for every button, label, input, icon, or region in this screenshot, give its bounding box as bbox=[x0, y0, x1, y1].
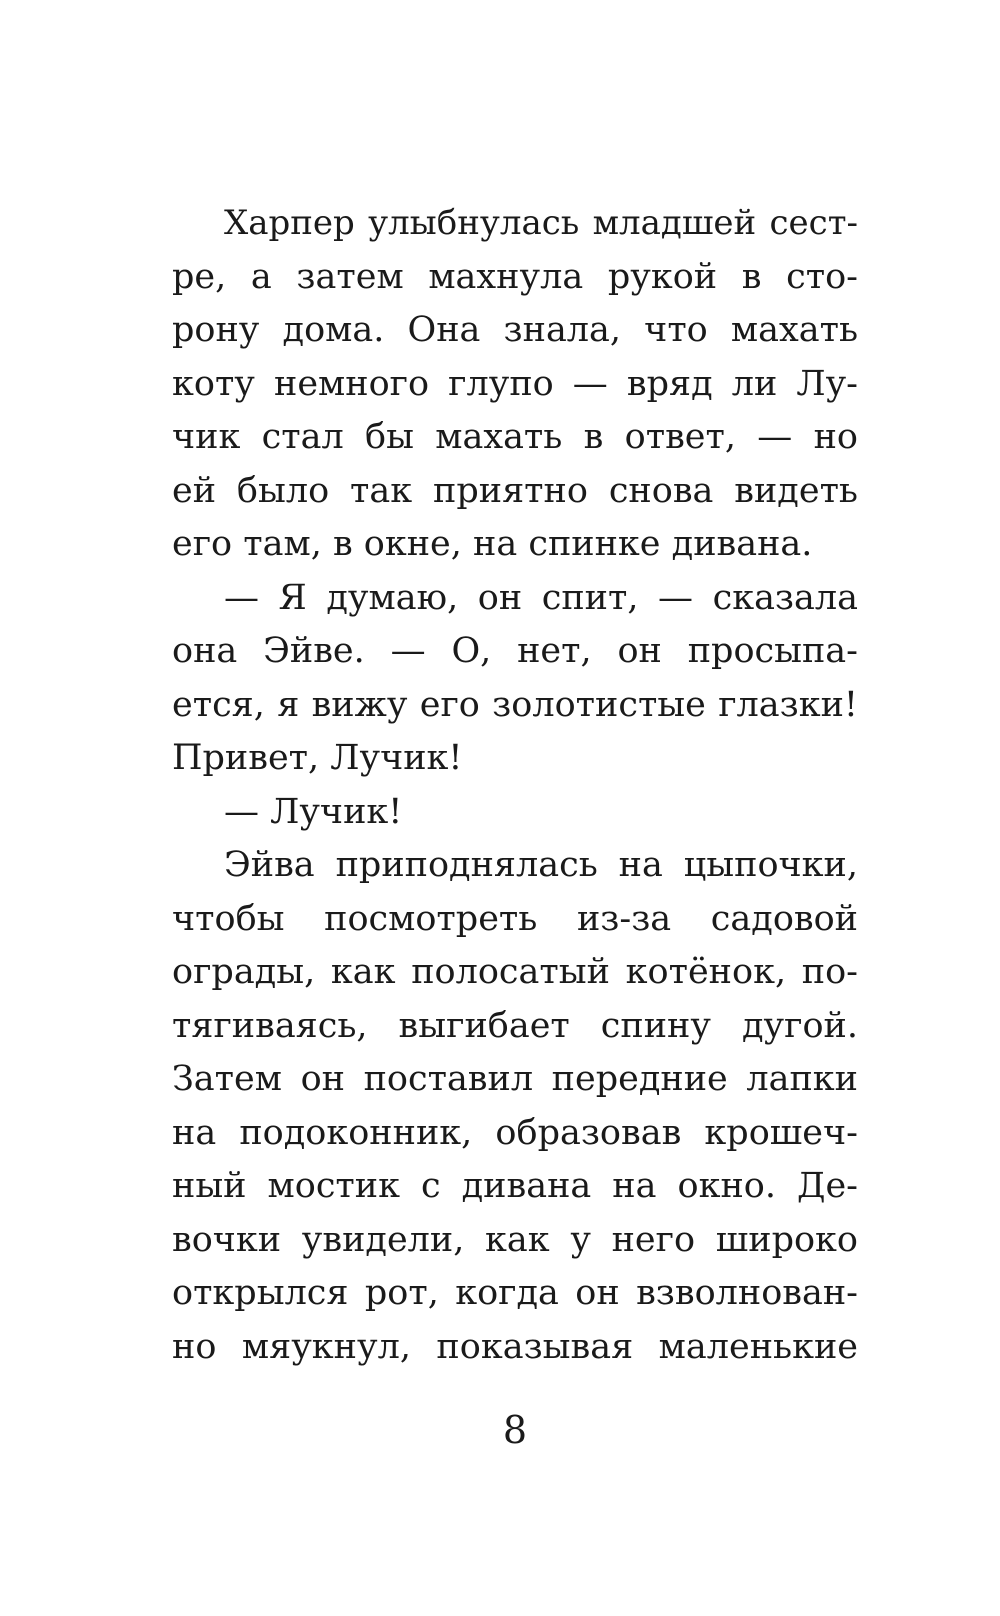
text-line: тягиваясь, выгибает спину дугой. bbox=[172, 1005, 858, 1046]
text-line: рону дома. Она знала, что махать bbox=[172, 310, 858, 350]
text-line: чик стал бы махать в ответ, — но bbox=[172, 417, 858, 457]
text-line: ный мостик с дивана на окно. Де- bbox=[172, 1166, 858, 1206]
text-line: ограды, как полосатый котёнок, по- bbox=[172, 952, 858, 992]
text-line: но мяукнул, показывая маленькие bbox=[172, 1326, 858, 1367]
body-text bbox=[172, 197, 858, 1374]
text-line: его там, в окне, на спинке дивана. bbox=[172, 524, 813, 564]
text-line: на подоконник, образовав крошеч- bbox=[172, 1112, 858, 1153]
text-line: вочки увидели, как у него широко bbox=[172, 1219, 858, 1260]
text-line: Эйва приподнялась на цыпочки, bbox=[224, 845, 858, 885]
text-line: открылся рот, когда он взволнован- bbox=[172, 1273, 858, 1313]
text-line: чтобы посмотреть из-за садовой bbox=[172, 898, 858, 939]
text-line: ей было так приятно снова видеть bbox=[172, 470, 858, 511]
text-line: — Лучик! bbox=[224, 791, 403, 832]
text-line: — Я думаю, он спит, — сказала bbox=[224, 577, 858, 618]
text-line: ре, а затем махнула рукой в сто- bbox=[172, 256, 858, 297]
text-line: Харпер улыбнулась младшей сест- bbox=[224, 203, 858, 243]
text-line: она Эйве. — О, нет, он просыпа- bbox=[172, 631, 858, 671]
text-line: ется, я вижу его золотистые глазки! bbox=[172, 684, 858, 725]
text-line: коту немного глупо — вряд ли Лу- bbox=[172, 363, 858, 404]
page-number: 8 bbox=[502, 1408, 528, 1452]
text-line: Затем он поставил передние лапки bbox=[172, 1059, 858, 1099]
text-line: Привет, Лучик! bbox=[172, 738, 463, 778]
